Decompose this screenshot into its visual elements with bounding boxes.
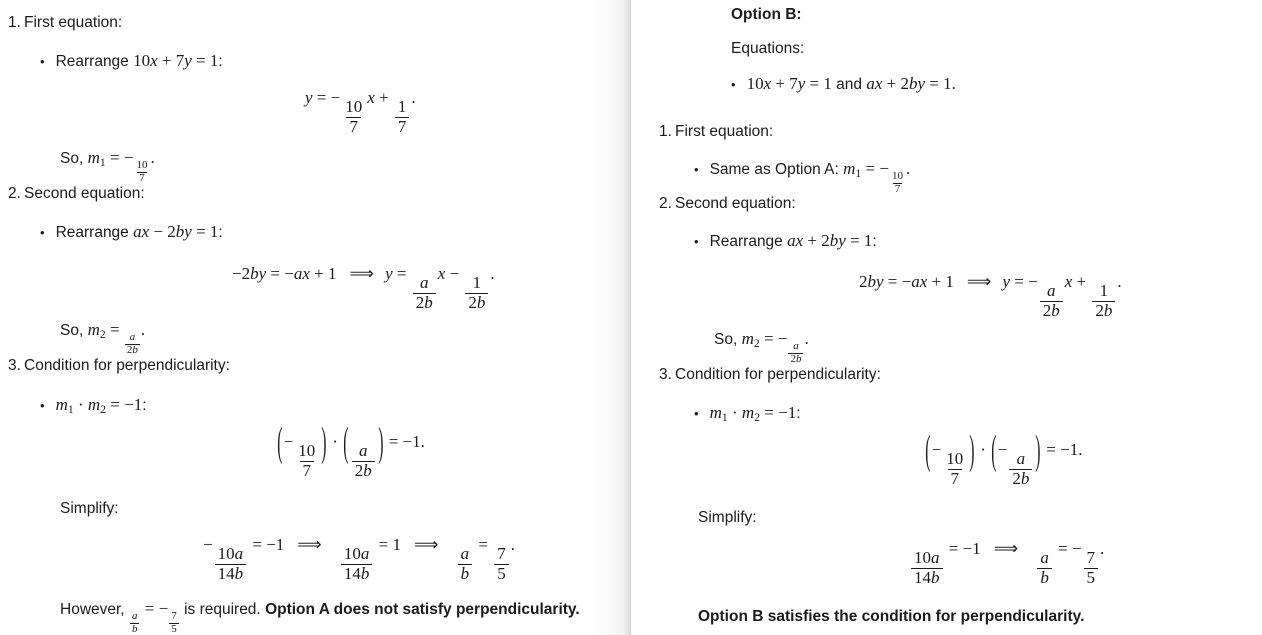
left-simplify-label: Simplify: bbox=[60, 500, 119, 517]
list-number: 1. bbox=[659, 123, 672, 140]
bullet-text: m1 · m2 = −1: bbox=[709, 403, 801, 425]
so-label: So, bbox=[60, 322, 84, 339]
list-number: 2. bbox=[659, 195, 672, 212]
left-step-1-bullet bbox=[40, 51, 223, 71]
left-conclusion-bold: Option A does not satisfy perpendicularity. bbox=[265, 601, 580, 618]
right-display-equation-3: (− $\frac{10}{7}$ ) · (− $\frac{a}{2b}$ ) = −1. bbox=[925, 426, 1083, 488]
list-label: First equation: bbox=[24, 14, 123, 31]
list-label: Condition for perpendicularity: bbox=[24, 357, 230, 374]
right-step-2-bullet bbox=[694, 231, 877, 251]
right-step-2-result: So, m2 = − $\frac{a}{2b}$ . bbox=[714, 329, 809, 365]
list-label: Condition for perpendicularity: bbox=[675, 366, 881, 383]
left-conclusion: However, $\frac{a}{b}$ = − $\frac{7}{5}$ is required. Option A does not satisfy perpendicularity. bbox=[60, 599, 580, 635]
however-label: However, bbox=[60, 601, 125, 618]
left-step-3-heading bbox=[8, 357, 230, 375]
bullet-text: m1 · m2 = −1: bbox=[55, 395, 147, 417]
right-step-3-heading bbox=[659, 366, 881, 384]
list-label: Second equation: bbox=[675, 195, 796, 212]
left-step-2-bullet bbox=[40, 222, 223, 242]
so-label: So, bbox=[60, 150, 84, 167]
bullet-icon: • bbox=[40, 398, 45, 413]
bullet-icon: • bbox=[694, 162, 699, 177]
list-number: 2. bbox=[8, 185, 21, 202]
left-display-equation-1: y = − $\frac{10}{7}$ x + $\frac{1}{7}$ . bbox=[305, 88, 416, 136]
list-label: Second equation: bbox=[24, 185, 145, 202]
left-simplify-equation: − $\frac{10a}{14b}$ = −1 ⟹ $\frac{10a}{14b}$ = 1 ⟹ $\frac{a}{b}$ = $\frac{7}{5}$ . bbox=[203, 535, 515, 583]
option-b-heading: Option B: bbox=[731, 6, 802, 23]
right-step-2-heading bbox=[659, 195, 796, 213]
left-step-2-result: So, m2 = $\frac{a}{2b}$ . bbox=[60, 320, 146, 356]
left-step-3-bullet bbox=[40, 395, 147, 416]
right-simplify-equation: $\frac{10a}{14b}$ = −1 ⟹ $\frac{a}{b}$ = − $\frac{7}{5}$ . bbox=[909, 539, 1104, 587]
bullet-text: Rearrange 10x + 7y = 1: bbox=[55, 51, 223, 70]
is-required-label: is required. bbox=[184, 601, 261, 618]
equations-label: Equations: bbox=[731, 40, 805, 57]
rearrange-label: Rearrange bbox=[709, 233, 783, 250]
rearrange-label: Rearrange bbox=[55, 53, 129, 70]
right-simplify-label: Simplify: bbox=[698, 509, 757, 526]
left-step-1-result: So, m1 = − $\frac{10}{7}$ . bbox=[60, 148, 155, 184]
bullet-icon: • bbox=[731, 77, 736, 92]
right-step-3-bullet bbox=[694, 403, 801, 424]
rearrange-label: Rearrange bbox=[55, 224, 129, 241]
right-display-equation-2: 2by = −ax + 1 ⟹ y = − $\frac{a}{2b}$ x + $\frac{1}{2b}$ . bbox=[859, 272, 1122, 320]
bullet-icon: • bbox=[694, 234, 699, 249]
bullet-text: Rearrange ax + 2by = 1: bbox=[709, 231, 877, 250]
bullet-icon: • bbox=[694, 406, 699, 421]
list-number: 1. bbox=[8, 14, 21, 31]
list-label: First equation: bbox=[675, 123, 774, 140]
right-pane-option-b bbox=[631, 0, 1262, 635]
so-label: So, bbox=[714, 331, 738, 348]
left-display-equation-3: (− $\frac{10}{7}$ ) · ( $\frac{a}{2b}$ ) = −1. bbox=[277, 418, 425, 480]
right-step-1-bullet bbox=[694, 159, 910, 195]
left-step-2-heading bbox=[8, 185, 145, 203]
bullet-text: Rearrange ax − 2by = 1: bbox=[55, 222, 223, 241]
list-number: 3. bbox=[659, 366, 672, 383]
same-as-option-a-label: Same as Option A: bbox=[709, 161, 839, 178]
bullet-text: 10x + 7y = 1 and ax + 2by = 1. bbox=[746, 74, 956, 93]
and-conjunction: and bbox=[836, 76, 863, 93]
bullet-icon: • bbox=[40, 54, 45, 69]
list-number: 3. bbox=[8, 357, 21, 374]
left-step-1-heading bbox=[8, 14, 122, 32]
bullet-icon: • bbox=[40, 225, 45, 240]
bullet-text: Same as Option A: m1 = − $\frac{10}{7}$ . bbox=[709, 159, 911, 195]
right-conclusion-bold: Option B satisfies the condition for perpendicularity. bbox=[698, 608, 1085, 625]
right-step-1-heading bbox=[659, 123, 773, 141]
right-equations-bullet bbox=[731, 74, 956, 94]
left-display-equation-2: −2by = −ax + 1 ⟹ y = $\frac{a}{2b}$ x − $\frac{1}{2b}$ . bbox=[232, 264, 495, 312]
